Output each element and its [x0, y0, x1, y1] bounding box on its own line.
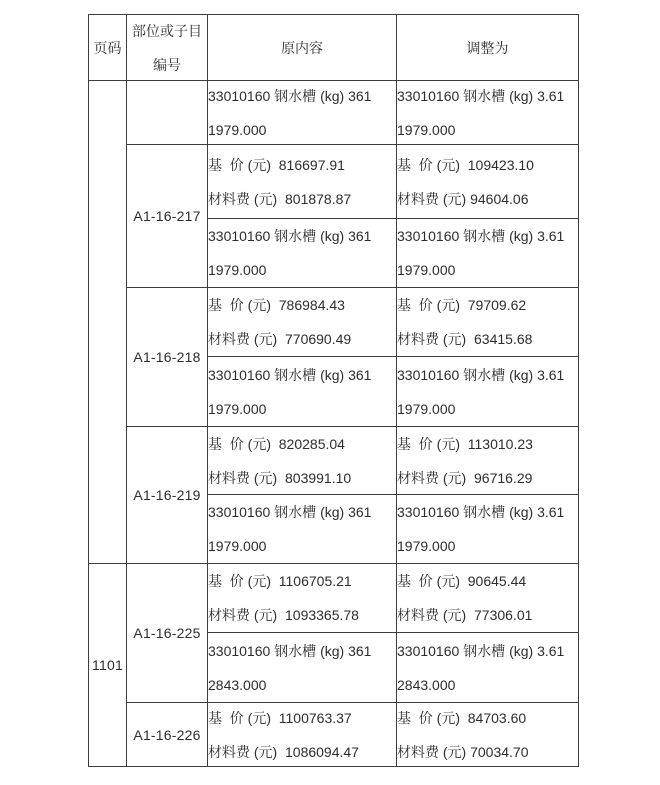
original-content-cell [208, 357, 397, 427]
header-item-id [127, 15, 208, 81]
cell-line: 1979.000 [397, 400, 456, 417]
cell-line: 33010160 钢水槽 (kg) 361 [208, 228, 372, 244]
header-label: 部位或子目 [132, 22, 202, 39]
cell-line: 基 价 (元) 820285.04 [208, 435, 345, 452]
cell-line: 33010160 钢水槽 (kg) 3.61 [397, 87, 565, 104]
item-id-cell: A1-16-219 [127, 427, 208, 564]
header-adjusted-to [397, 15, 579, 81]
cell-line: 基 价 (元) 113010.23 [397, 435, 533, 452]
table-row [89, 703, 579, 767]
header-label: 原内容 [281, 39, 323, 56]
adjusted-content-cell [397, 703, 579, 767]
original-content-cell [208, 495, 397, 564]
adjusted-content-cell [397, 633, 579, 703]
adjusted-content-cell [397, 288, 579, 357]
cell-line: 1979.000 [208, 400, 267, 417]
cell-line: 基 价 (元) 816697.91 [208, 156, 345, 173]
table-row [89, 81, 579, 145]
header-original-content [208, 15, 397, 81]
cell-line: 33010160 钢水槽 (kg) 361 [208, 504, 372, 520]
cell-line: 1979.000 [397, 538, 456, 554]
original-content-cell [208, 564, 397, 633]
page-number-cell: 1101 [89, 564, 127, 767]
cell-line: 1979.000 [397, 121, 456, 138]
cell-line: 材料费 (元) 77306.01 [397, 607, 533, 623]
table-row [89, 145, 579, 219]
adjusted-content-cell [397, 495, 579, 564]
item-id-cell: A1-16-226 [127, 703, 208, 767]
cell-line: 1979.000 [397, 262, 456, 278]
cell-line: 33010160 钢水槽 (kg) 361 [208, 366, 372, 383]
cell-line: 材料费 (元) 96716.29 [397, 469, 533, 486]
cell-line: 33010160 钢水槽 (kg) 361 [208, 87, 372, 104]
cell-line: 材料费 (元) 1093365.78 [208, 607, 359, 623]
cell-line: 33010160 钢水槽 (kg) 3.61 [397, 366, 565, 383]
cell-line: 1979.000 [208, 121, 267, 138]
original-content-cell [208, 145, 397, 219]
cell-line: 基 价 (元) 1106705.21 [208, 573, 352, 589]
cell-line: 材料费 (元) 70034.70 [397, 743, 529, 760]
cell-line: 基 价 (元) 1100763.37 [208, 709, 352, 726]
cell-line: 2843.000 [397, 676, 456, 693]
cell-line: 基 价 (元) 90645.44 [397, 573, 527, 589]
cell-line: 材料费 (元) 801878.87 [208, 190, 352, 207]
cell-line: 基 价 (元) 786984.43 [208, 297, 345, 313]
adjusted-content-cell [397, 564, 579, 633]
cell-line: 2843.000 [208, 676, 267, 693]
original-content-cell [208, 633, 397, 703]
cell-line: 基 价 (元) 79709.62 [397, 297, 527, 313]
cell-line: 1979.000 [208, 262, 267, 278]
cell-line: 33010160 钢水槽 (kg) 361 [208, 642, 372, 659]
header-label: 编号 [153, 56, 181, 73]
item-id-cell: A1-16-218 [127, 288, 208, 427]
cell-line: 材料费 (元) 803991.10 [208, 469, 352, 486]
table-row [89, 288, 579, 357]
table-header-row [89, 15, 579, 81]
cell-line: 基 价 (元) 109423.10 [397, 156, 534, 173]
original-content-cell [208, 81, 397, 145]
header-label: 页码 [93, 39, 122, 56]
table-row [89, 427, 579, 495]
item-id-cell [127, 81, 208, 145]
cell-line: 材料费 (元) 63415.68 [397, 331, 533, 347]
original-content-cell [208, 703, 397, 767]
original-content-cell [208, 427, 397, 495]
adjusted-content-cell [397, 357, 579, 427]
adjusted-content-cell [397, 145, 579, 219]
cell-line: 33010160 钢水槽 (kg) 3.61 [397, 642, 565, 659]
cell-line: 1979.000 [208, 538, 267, 554]
table-row [89, 564, 579, 633]
cell-line: 材料费 (元) 770690.49 [208, 331, 352, 347]
item-id-cell: A1-16-225 [127, 564, 208, 703]
adjusted-content-cell [397, 427, 579, 495]
page-number-cell [89, 81, 127, 564]
header-page-number [89, 15, 127, 81]
item-id-cell: A1-16-217 [127, 145, 208, 288]
cell-line: 33010160 钢水槽 (kg) 3.61 [397, 504, 565, 520]
original-content-cell [208, 288, 397, 357]
adjusted-content-cell [397, 81, 579, 145]
cell-line: 材料费 (元) 1086094.47 [208, 743, 359, 760]
cell-line: 基 价 (元) 84703.60 [397, 709, 527, 726]
original-content-cell [208, 219, 397, 288]
cell-line: 33010160 钢水槽 (kg) 3.61 [397, 228, 565, 244]
adjustment-table [88, 14, 579, 767]
cell-line: 材料费 (元) 94604.06 [397, 190, 529, 207]
header-label: 调整为 [466, 39, 509, 56]
adjusted-content-cell [397, 219, 579, 288]
